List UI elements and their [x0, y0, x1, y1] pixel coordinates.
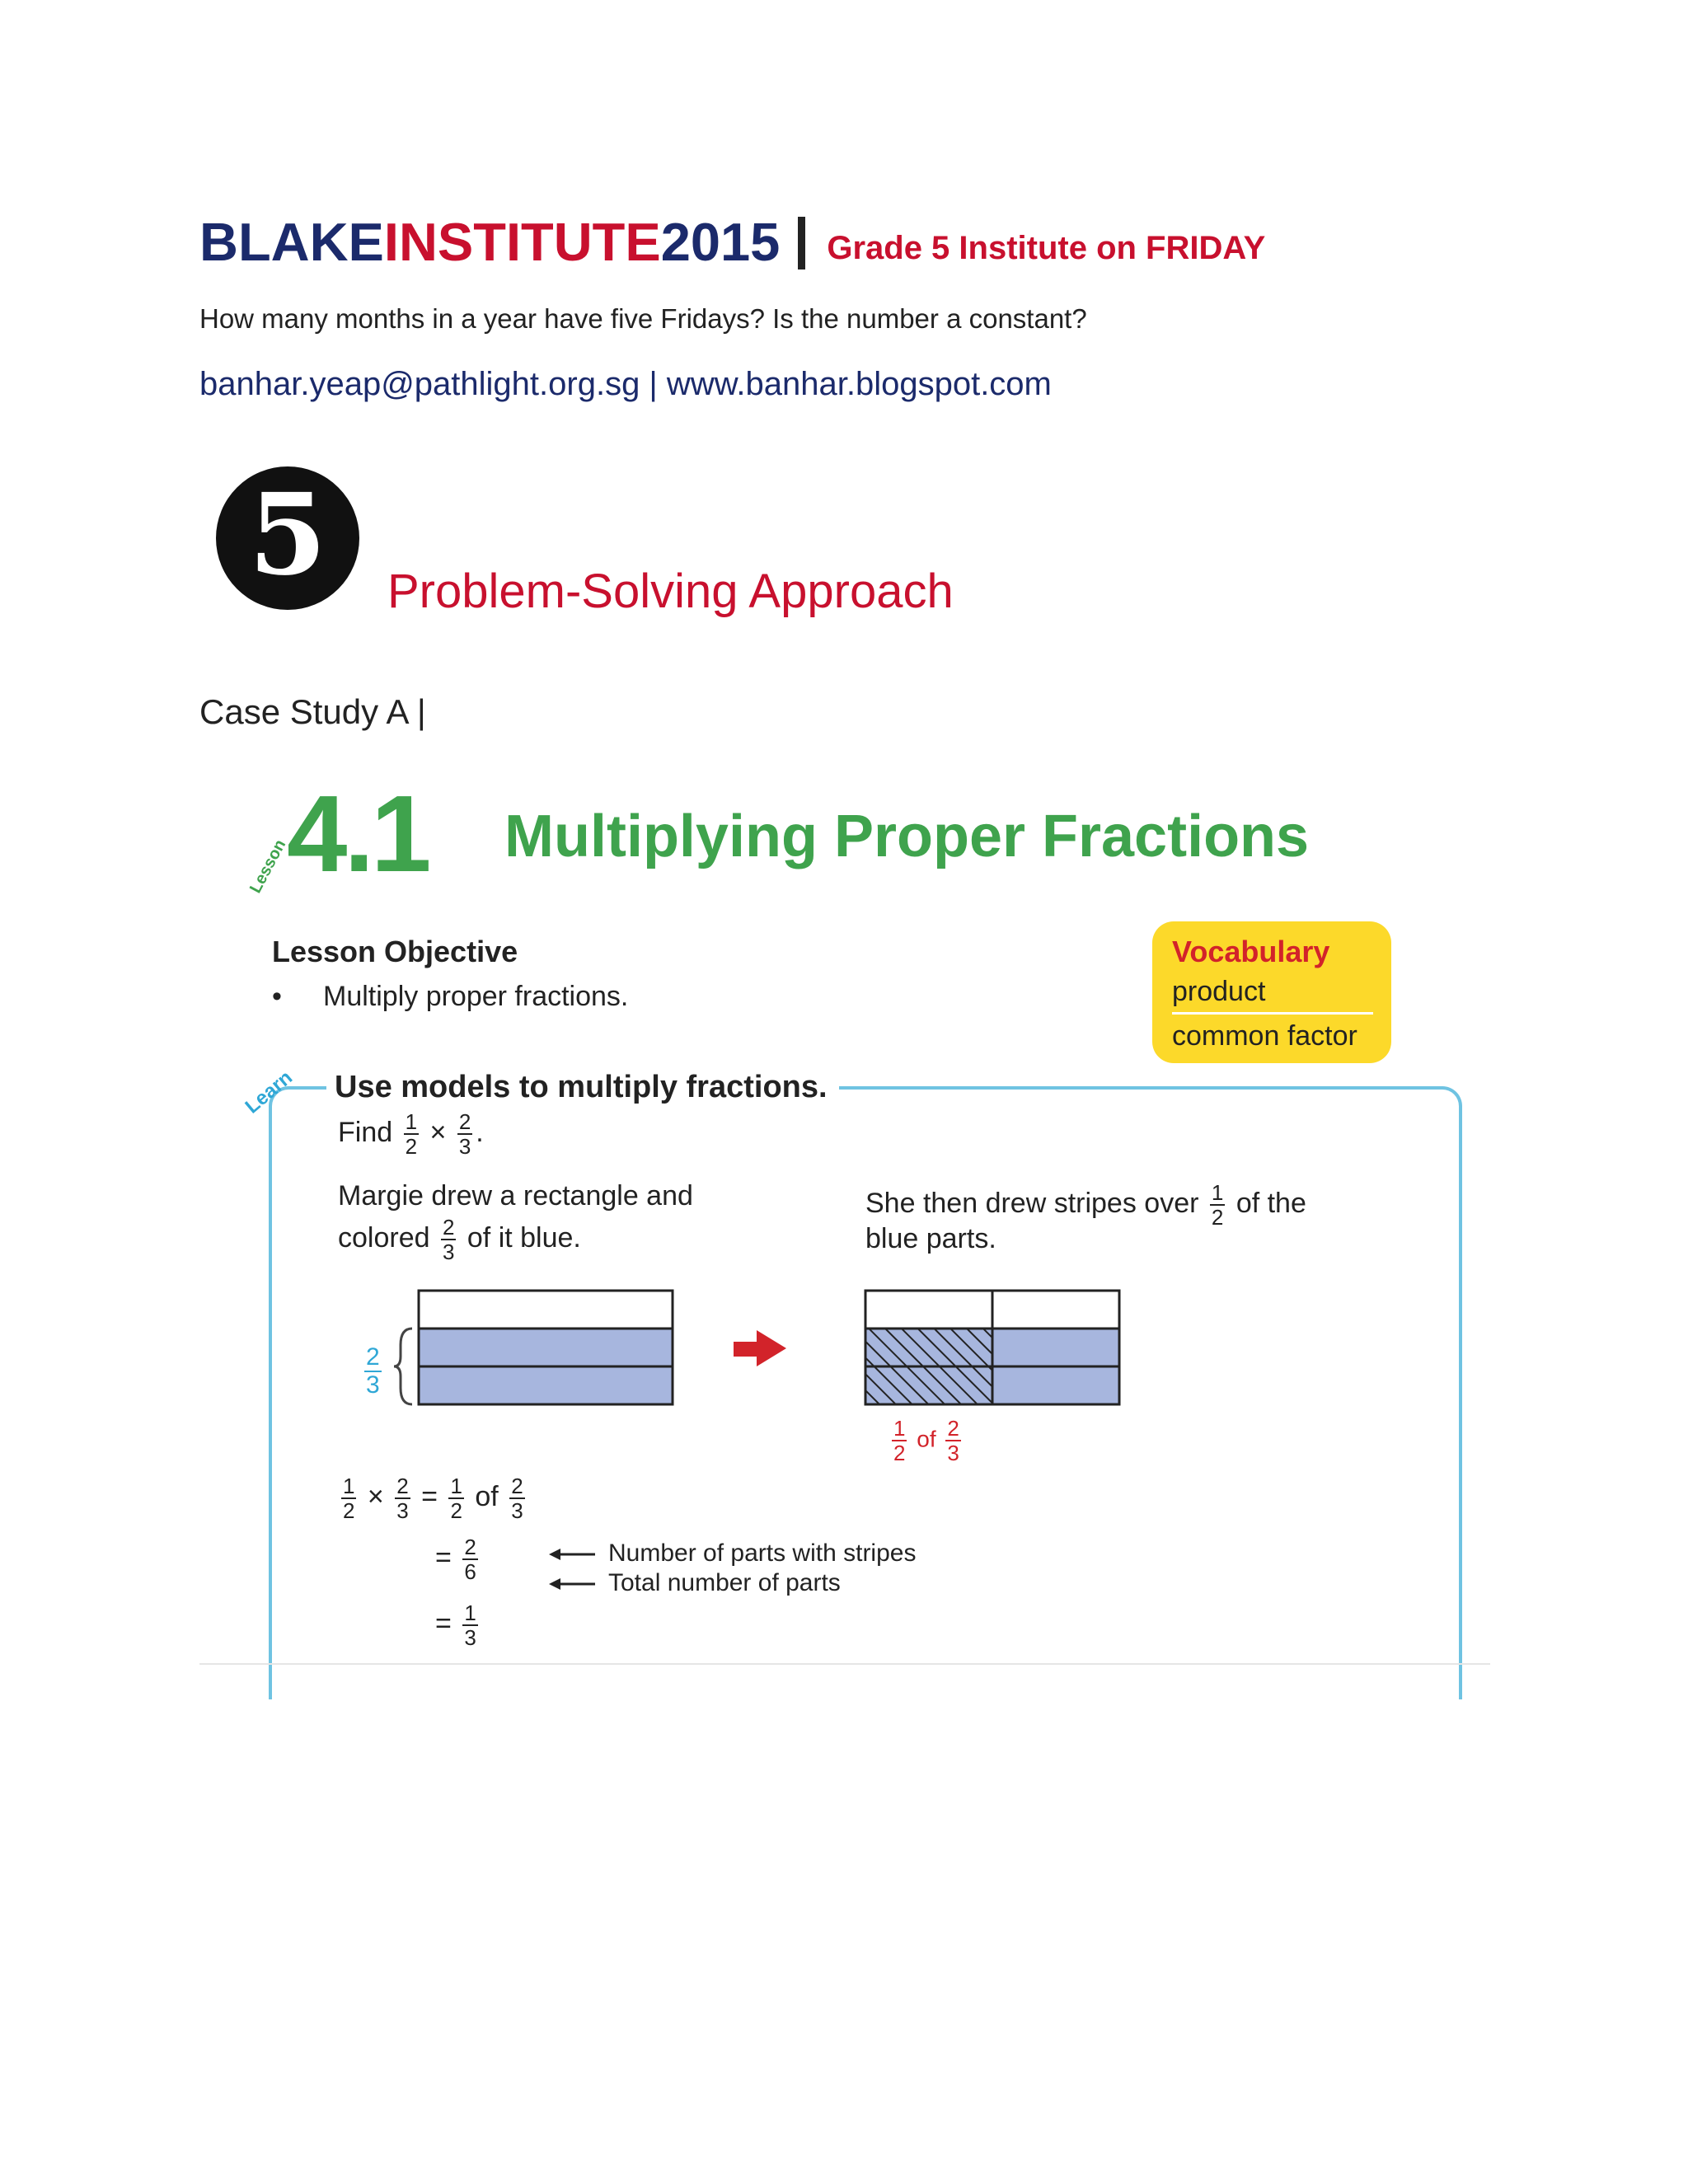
objective-text: Multiply proper fractions.	[323, 981, 629, 1012]
fraction: $\frac{1}{2}$	[893, 1416, 906, 1465]
fraction: $\frac{2}{3}$	[396, 1474, 409, 1523]
striped-cell	[865, 1329, 992, 1366]
objective-heading: Lesson Objective	[272, 935, 518, 968]
section-number: 5	[248, 469, 327, 601]
margie-text: of it blue.	[467, 1221, 581, 1254]
vocabulary-term: product	[1172, 976, 1266, 1007]
times-sign: ×	[429, 1116, 447, 1148]
bottom-divider	[199, 1663, 1490, 1665]
intro-question: How many months in a year have five Fridays? Is the number a constant?	[199, 303, 1087, 334]
annotation-total-parts: Total number of parts	[608, 1569, 841, 1596]
arrowhead-icon	[549, 1549, 560, 1560]
blue-row	[419, 1366, 673, 1404]
white-cell	[992, 1291, 1119, 1329]
fraction: $\frac{1}{2}$	[450, 1474, 462, 1523]
blue-cell	[992, 1329, 1119, 1366]
learn-tag-text: Learn	[241, 1066, 297, 1118]
fraction: $\frac{1}{3}$	[464, 1601, 476, 1650]
equation-line-2	[435, 1536, 481, 1582]
equals-sign: =	[435, 1541, 452, 1573]
blue-cell	[992, 1366, 1119, 1404]
stripes-text: She then drew stripes over	[865, 1187, 1199, 1219]
header-blake: BLAKE	[199, 211, 384, 272]
brace-label	[361, 1345, 385, 1398]
document-header	[199, 204, 1265, 279]
half-of-two-thirds-label	[889, 1418, 964, 1464]
arrowhead-icon	[549, 1578, 560, 1590]
model-two-thirds	[394, 1291, 673, 1404]
header-year: 2015	[660, 211, 781, 272]
contact-line: banhar.yeap@pathlight.org.sg | www.banhar.blogspot.com	[199, 366, 1052, 402]
equals-sign: =	[421, 1480, 438, 1512]
lesson-number: 4.1	[287, 773, 429, 894]
fraction: $\frac{2}{3}$	[366, 1343, 380, 1399]
find-prefix: Find	[338, 1116, 393, 1148]
fraction: $\frac{2}{3}$	[947, 1416, 959, 1465]
section-title: Problem-Solving Approach	[387, 565, 954, 618]
lesson-word-text: Lesson	[246, 837, 290, 897]
textbook-excerpt	[199, 758, 1490, 1669]
objective-bullet: •	[272, 981, 282, 1012]
annotation-parts-with-stripes: Number of parts with stripes	[608, 1540, 917, 1567]
margie-text: colored	[338, 1221, 430, 1254]
white-cell	[865, 1291, 992, 1329]
times-sign: ×	[367, 1480, 384, 1512]
fraction: $\frac{2}{3}$	[458, 1109, 471, 1159]
header-subtitle: Grade 5 Institute on FRIDAY	[827, 229, 1266, 266]
fraction-models	[199, 758, 1490, 1669]
case-study-label: Case Study A |	[199, 692, 426, 731]
model-half-of-two-thirds	[865, 1291, 1119, 1404]
white-row	[419, 1291, 673, 1329]
of-word: of	[475, 1480, 499, 1512]
blue-row	[419, 1329, 673, 1366]
header-institute: INSTITUTE	[383, 211, 661, 272]
left-brace	[394, 1329, 412, 1404]
period: .	[476, 1116, 484, 1148]
stripes-line-2: blue parts.	[865, 1223, 996, 1254]
stripes-text: of the	[1236, 1187, 1306, 1219]
vocabulary-term: common factor	[1172, 1020, 1357, 1052]
vocabulary-heading: Vocabulary	[1172, 935, 1330, 968]
equation-line-1	[338, 1475, 528, 1521]
equation-line-3	[435, 1602, 481, 1648]
header-divider	[798, 217, 805, 269]
equals-sign: =	[435, 1607, 452, 1639]
arrow-shaft	[734, 1342, 758, 1357]
fraction: $\frac{1}{2}$	[405, 1109, 418, 1159]
fraction: $\frac{2}{3}$	[442, 1215, 455, 1264]
fraction: $\frac{1}{2}$	[343, 1474, 355, 1523]
learn-heading: Use models to multiply fractions.	[326, 1070, 839, 1105]
margie-line-1: Margie drew a rectangle and	[338, 1180, 693, 1212]
striped-cell	[865, 1366, 992, 1404]
section-number-badge	[216, 466, 359, 610]
fraction: $\frac{2}{6}$	[464, 1535, 476, 1584]
fraction: $\frac{1}{2}$	[1211, 1180, 1224, 1230]
fraction: $\frac{2}{3}$	[511, 1474, 523, 1523]
of-word: of	[917, 1426, 936, 1452]
lesson-title: Multiplying Proper Fractions	[504, 804, 1310, 869]
